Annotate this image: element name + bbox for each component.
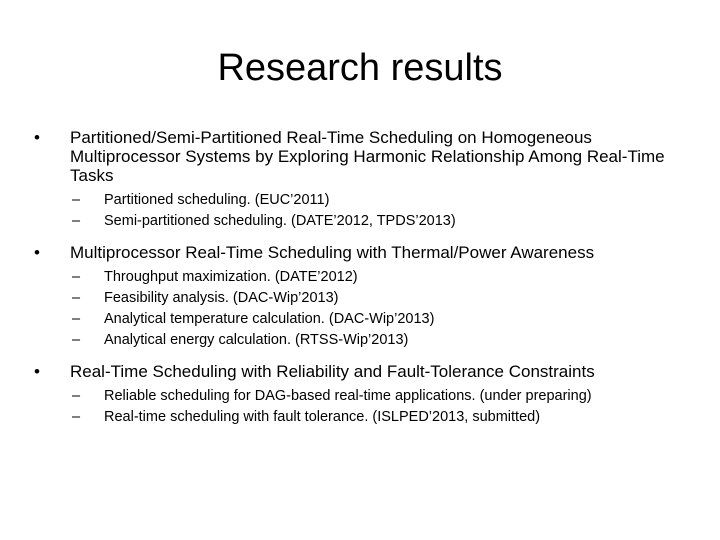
dash-icon: – xyxy=(72,409,81,425)
section-2-item-3 xyxy=(34,309,684,330)
section-2-item-1-text: Throughput maximization. (DATE’2012) xyxy=(104,269,358,285)
section-2-item-4 xyxy=(34,330,684,351)
section-3-item-1-text: Reliable scheduling for DAG-based real-time applications. (under preparing) xyxy=(104,388,592,404)
dash-icon: – xyxy=(72,192,81,208)
bullet-icon: • xyxy=(34,128,40,147)
dash-icon: – xyxy=(72,290,81,306)
dash-icon: – xyxy=(72,332,81,348)
slide-title: Research results xyxy=(217,47,503,89)
section-2-item-4-text: Analytical energy calculation. (RTSS-Wip’2013) xyxy=(104,332,409,348)
section-3-item-1 xyxy=(34,386,684,407)
dash-icon: – xyxy=(72,311,81,327)
section-2-item-2 xyxy=(34,288,684,309)
slide-content xyxy=(34,128,684,428)
section-2-item-2-text: Feasibility analysis. (DAC-Wip’2013) xyxy=(104,290,339,306)
section-3-bullet-point xyxy=(34,362,684,381)
bullet-icon: • xyxy=(34,362,40,381)
section-1-item-1-text: Partitioned scheduling. (EUC’2011) xyxy=(104,192,330,208)
section-3-item-2 xyxy=(34,407,684,428)
section-1-item-2-text: Semi-partitioned scheduling. (DATE’2012, TPDS’2013) xyxy=(104,213,456,229)
section-3-item-2-text: Real-time scheduling with fault tolerance. (ISLPED’2013, submitted) xyxy=(104,409,541,425)
section-2-text: Multiprocessor Real-Time Scheduling with Thermal/Power Awareness xyxy=(70,243,595,262)
bullet-icon: • xyxy=(34,243,40,262)
dash-icon: – xyxy=(72,388,81,404)
section-2-item-3-text: Analytical temperature calculation. (DAC-Wip’2013) xyxy=(104,311,435,327)
section-1-bullet-point xyxy=(34,128,684,185)
dash-icon: – xyxy=(72,269,81,285)
section-1-item-2 xyxy=(34,211,684,232)
dash-icon: – xyxy=(72,213,81,229)
section-1-item-1 xyxy=(34,190,684,211)
section-2-bullet-point xyxy=(34,243,684,262)
section-2-item-1 xyxy=(34,267,684,288)
section-1-text: Partitioned/Semi-Partitioned Real-Time Scheduling on Homogeneous Multiprocessor Systems by Exploring Harmonic Relationship Among Real-Time Tasks xyxy=(70,128,665,185)
section-3-text: Real-Time Scheduling with Reliability and Fault-Tolerance Constraints xyxy=(70,362,595,381)
